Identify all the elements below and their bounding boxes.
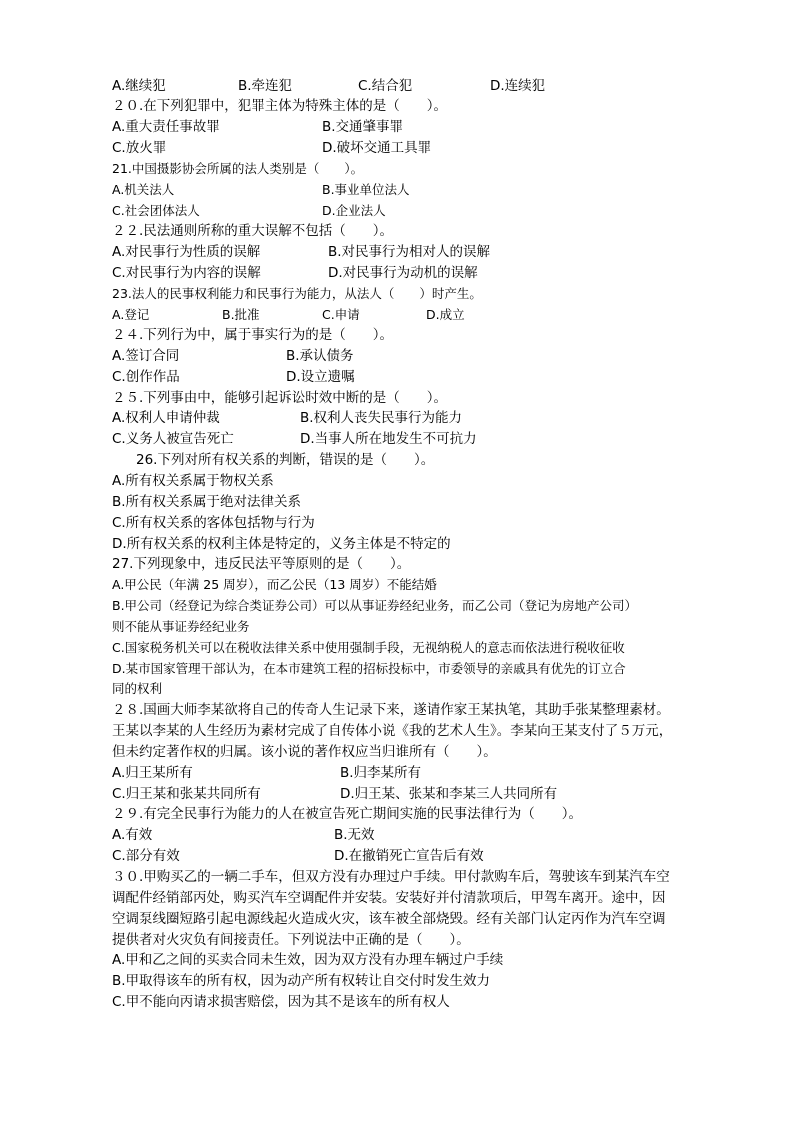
q22-option-a: A.对民事行为性质的误解 [112,244,261,260]
q26-option-b: B.所有权关系属于绝对法律关系 [112,494,302,510]
q19-option-d: D.连续犯 [490,78,546,94]
q29-option-d: D.在撤销死亡宣告后有效 [334,848,484,864]
q30-option-b: B.甲取得该车的所有权，因为动产所有权转让自交付时发生效力 [112,973,491,989]
q20-stem: ２０.在下列犯罪中，犯罪主体为特殊主体的是（ ）。 [112,98,448,114]
q26-option-a: A.所有权关系属于物权关系 [112,473,274,489]
q28-option-a: A.归王某所有 [112,765,193,781]
q24-stem: ２４.下列行为中，属于事实行为的是（ ）。 [112,327,394,343]
q29-stem: ２９.有完全民事行为能力的人在被宣告死亡期间实施的民事法律行为（ ）。 [112,806,583,822]
q29-option-b: B.无效 [334,827,375,843]
q22-option-b: B.对民事行为相对人的误解 [328,244,491,260]
q30-option-c: C.甲不能向丙请求损害赔偿，因为其不是该车的所有权人 [112,994,450,1010]
q27-option-b-line1: B.甲公司（经登记为综合类证券公司）可以从事证券经纪业务，而乙公司（登记为房地产公司） [112,598,638,613]
q24-option-d: D.设立遗嘱 [286,369,355,385]
q27-option-b-line2: 则不能从事证券经纪业务 [112,619,250,634]
q30-stem-line3: 空调泵线圈短路引起电源线起火造成火灾，该车被全部烧毁。经有关部门认定丙作为汽车空调 [112,911,666,927]
q23-option-d: D.成立 [426,307,465,322]
q27-option-a: A.甲公民（年满 25 周岁），而乙公民（13 周岁）不能结婚 [112,577,437,592]
q20-option-b: B.交通肇事罪 [322,119,404,135]
q28-option-c: C.归王某和张某共同所有 [112,786,261,802]
q25-option-b: B.权利人丧失民事行为能力 [300,410,463,426]
q22-option-c: C.对民事行为内容的误解 [112,265,261,281]
q30-option-a: A.甲和乙之间的买卖合同未生效，因为双方没有办理车辆过户手续 [112,952,504,968]
q19-option-c: C.结合犯 [358,78,413,94]
q24-option-a: A.签订合同 [112,348,180,364]
q26-stem: 26.下列对所有权关系的判断，错误的是（ ）。 [136,452,435,468]
q27-option-c: C.国家税务机关可以在税收法律关系中使用强制手段，无视纳税人的意志而依法进行税收征收 [112,640,625,655]
q21-option-d: D.企业法人 [322,203,386,218]
q23-stem: 23.法人的民事权利能力和民事行为能力，从法人（ ）时产生。 [112,286,482,301]
q21-stem: 21.中国摄影协会所属的法人类别是（ ）。 [112,161,364,176]
q22-stem: ２２.民法通则所称的重大误解不包括（ ）。 [112,223,394,239]
q21-option-b: B.事业单位法人 [322,182,410,197]
q28-stem-line2: 王某以李某的人生经历为素材完成了自传体小说《我的艺术人生》。李某向王某支付了５万元， [112,723,673,739]
q30-stem-line1: ３０.甲购买乙的一辆二手车，但双方没有办理过户手续。甲付款购车后，驾驶该车到某汽车空 [112,869,670,885]
q21-option-a: A.机关法人 [112,182,175,197]
q25-stem: ２５.下列事由中，能够引起诉讼时效中断的是（ ）。 [112,390,448,406]
q26-option-c: C.所有权关系的客体包括物与行为 [112,515,315,531]
q20-option-a: A.重大责任事故罪 [112,119,220,135]
q29-option-c: C.部分有效 [112,848,180,864]
q27-stem: 27.下列现象中，违反民法平等原则的是（ ）。 [112,556,411,572]
q30-stem-line2: 调配件经销部丙处，购买汽车空调配件并安装。安装好并付清款项后，甲驾车离开。途中，因 [112,890,666,906]
q21-option-c: C.社会团体法人 [112,203,200,218]
q26-option-d: D.所有权关系的权利主体是特定的，义务主体是不特定的 [112,536,451,552]
q24-option-b: B.承认债务 [286,348,354,364]
q28-option-b: B.归李某所有 [340,765,422,781]
q23-option-c: C.申请 [322,307,360,322]
q19-option-b: B.牵连犯 [238,78,293,94]
q28-option-d: D.归王某、张某和李某三人共同所有 [340,786,558,802]
q25-option-d: D.当事人所在地发生不可抗力 [300,431,477,447]
q23-option-b: B.批准 [222,307,260,322]
q25-option-a: A.权利人申请仲裁 [112,410,220,426]
q28-stem-line1: ２８.国画大师李某欲将自己的传奇人生记录下来，遂请作家王某执笔，其助手张某整理素材。 [112,702,670,718]
q27-option-d-line1: D.某市国家管理干部认为，在本市建筑工程的招标投标中，市委领导的亲戚具有优先的订立合 [112,661,626,676]
q20-option-d: D.破坏交通工具罪 [322,140,432,156]
q27-option-d-line2: 同的权利 [112,681,163,696]
q23-option-a: A.登记 [112,307,150,322]
q28-stem-line3: 但未约定著作权的归属。该小说的著作权应当归谁所有（ ）。 [112,744,497,760]
q29-option-a: A.有效 [112,827,153,843]
q20-option-c: C.放火罪 [112,140,167,156]
q22-option-d: D.对民事行为动机的误解 [328,265,478,281]
q30-stem-line4: 提供者对火灾负有间接责任。下列说法中正确的是（ ）。 [112,932,470,948]
q25-option-c: C.义务人被宣告死亡 [112,431,234,447]
q24-option-c: C.创作作品 [112,369,180,385]
q19-option-a: A.继续犯 [112,78,166,94]
